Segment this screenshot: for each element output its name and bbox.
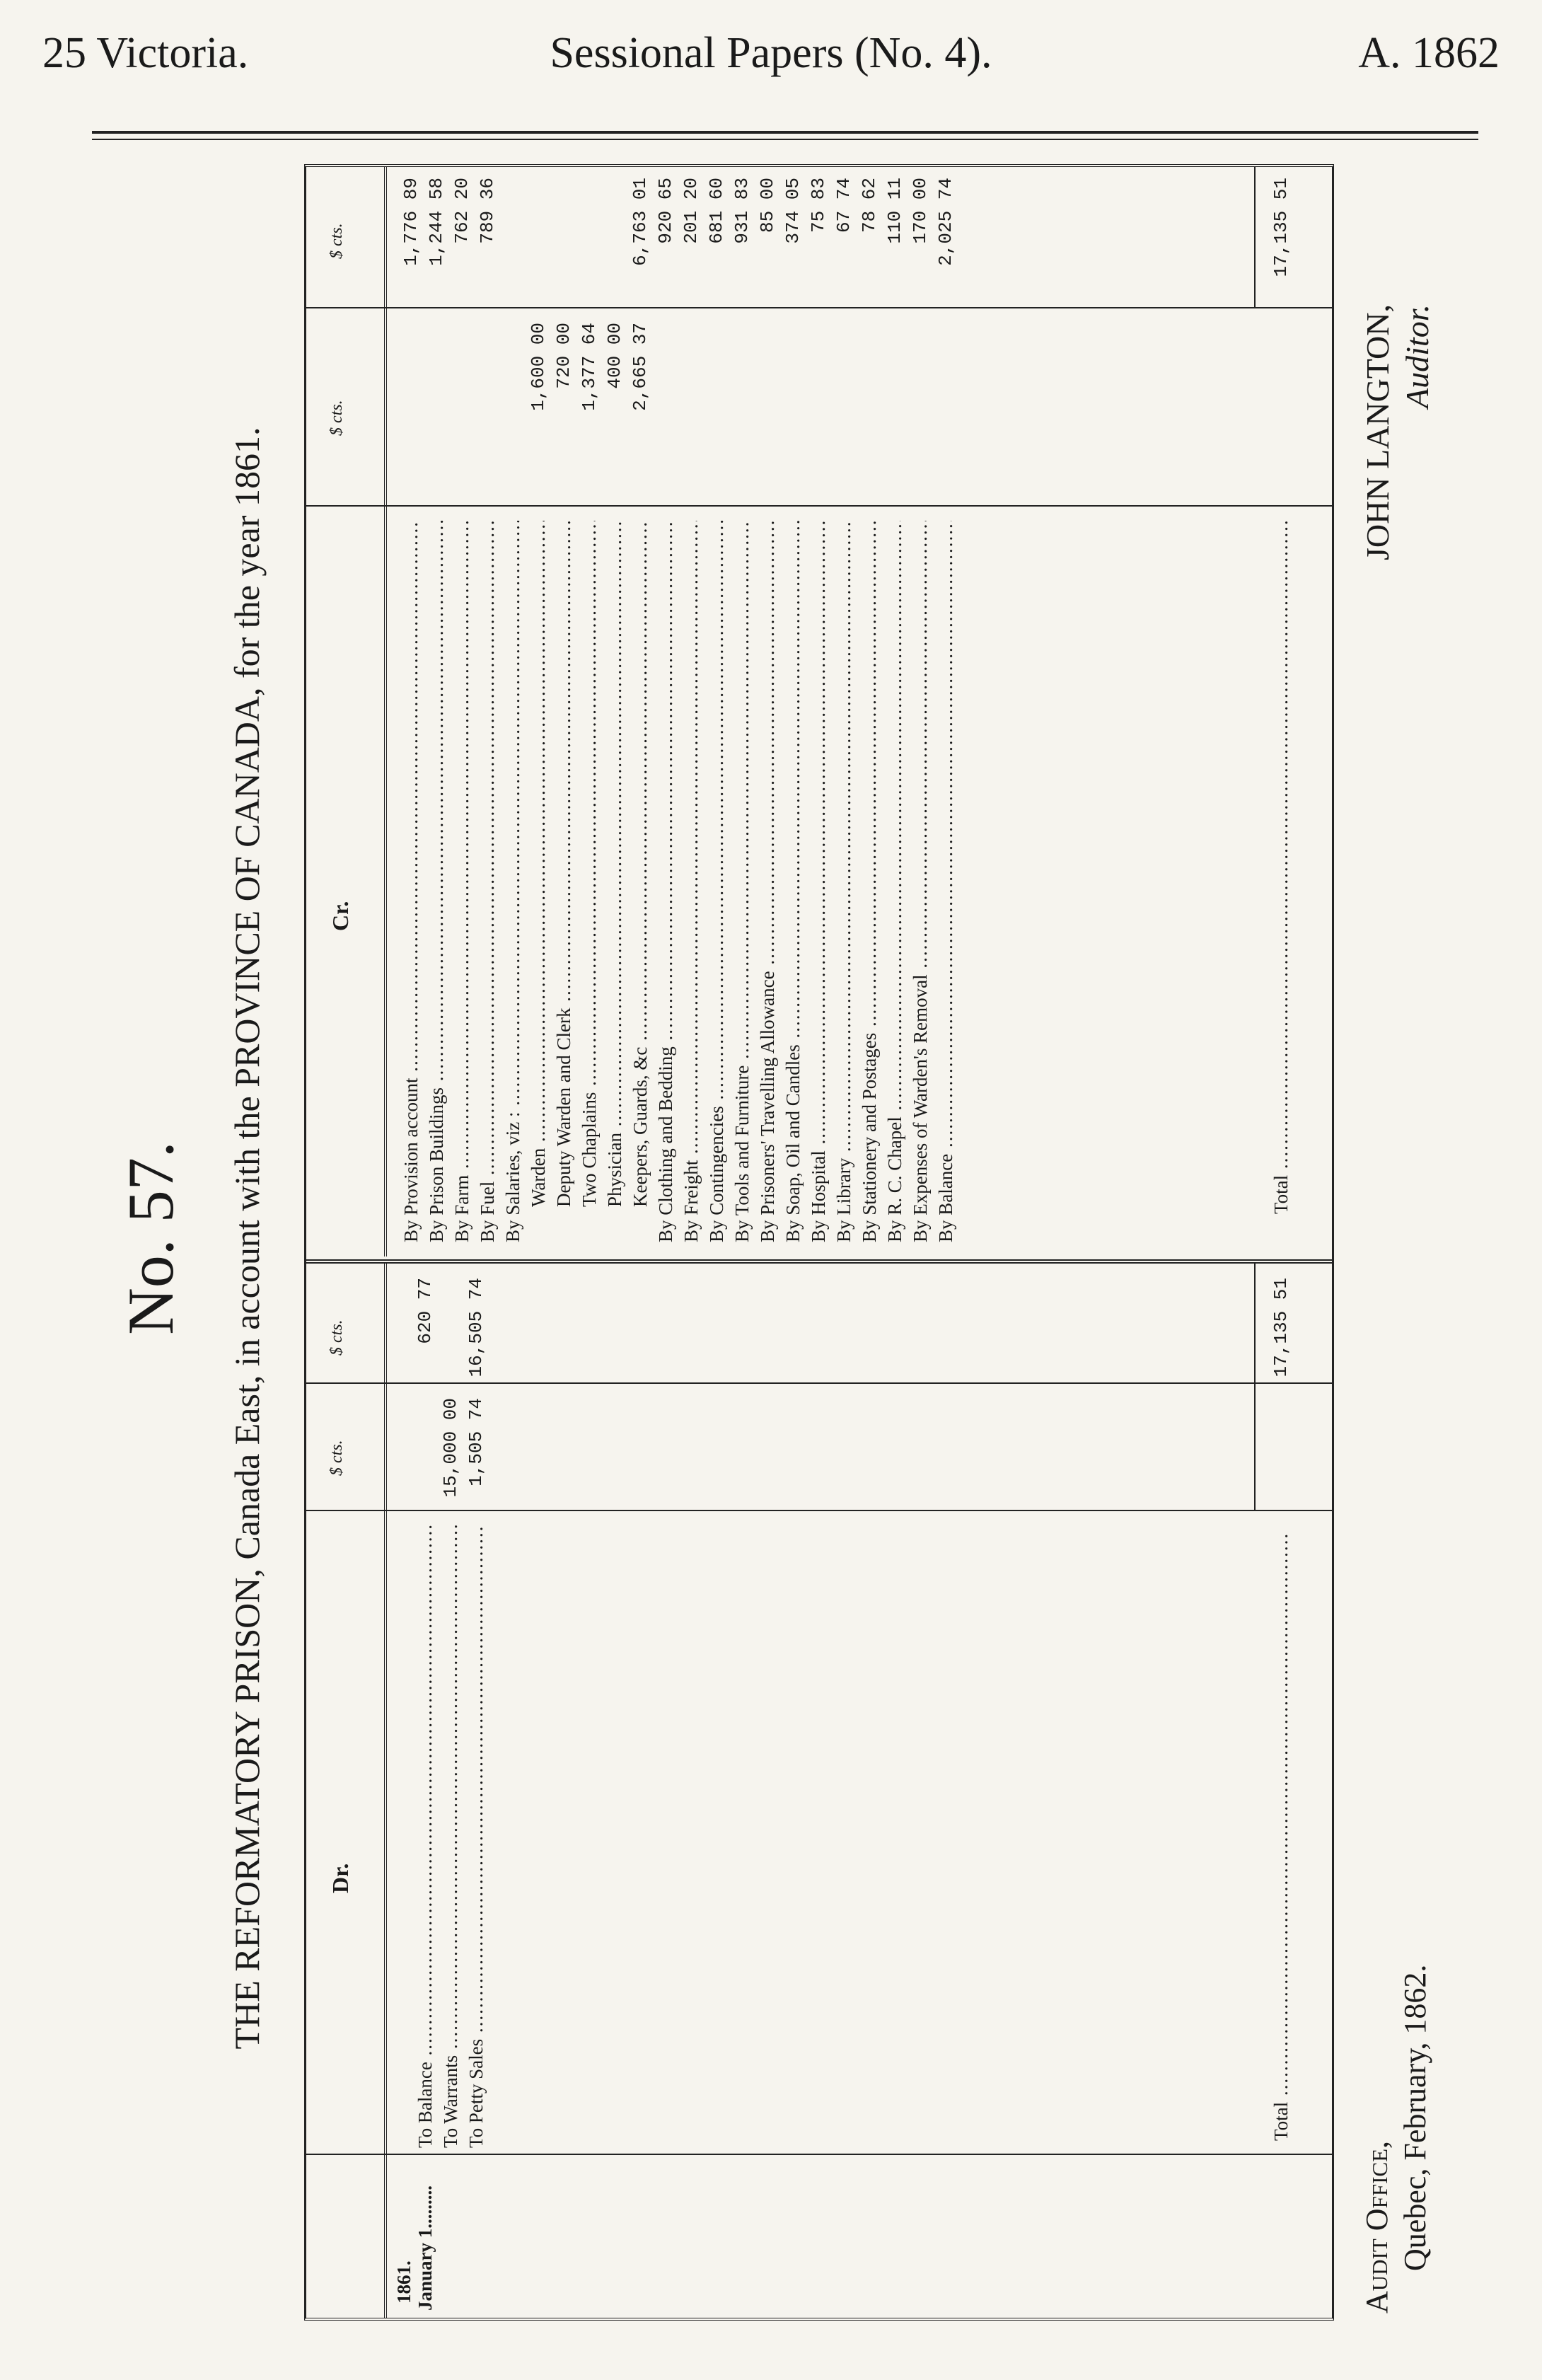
credit-side <box>306 167 1332 1257</box>
credit-item-label: Deputy Warden and Clerk ..... <box>551 521 576 1207</box>
credit-item-outer-amount: 931 83 <box>731 178 753 244</box>
credit-item-inner-amount <box>424 323 449 507</box>
header-papers: Sessional Papers (No. 4). <box>550 29 992 77</box>
credit-item-inner-amount: 1,377 64 <box>579 323 600 411</box>
credit-item-label: By Stationery and Postages ..... <box>857 521 882 1242</box>
debit-item-label: To Petty Sales ..... <box>463 1525 489 2148</box>
debit-item-inner-amount: 15,000 00 <box>440 1398 461 1498</box>
credit-total: 17,135 51 <box>1270 178 1292 277</box>
credit-heading: Cr. <box>327 901 353 931</box>
credit-item-inner-amount <box>857 323 882 507</box>
credit-item-outer-amount <box>526 178 551 308</box>
debit-item-outer-amount: 16,505 74 <box>465 1278 487 1377</box>
credit-item-label: By Salaries, viz : ..... <box>500 521 526 1242</box>
credit-item-label: By Hospital ..... <box>806 521 831 1242</box>
credit-item-inner-amount <box>933 323 958 507</box>
credit-item-outer-amount <box>551 178 576 308</box>
debit-item-outer-amount <box>438 1278 463 1384</box>
credit-item-label: By Fuel ..... <box>475 521 500 1242</box>
credit-item-outer-amount <box>602 178 627 308</box>
credit-item-outer-amount: 374 05 <box>782 178 804 244</box>
credit-item-outer-amount: 1,244 58 <box>426 178 447 266</box>
credit-item-label: By Balance ..... <box>933 521 958 1242</box>
credit-item-outer-amount: 67 74 <box>833 178 854 233</box>
debit-total-label: Total ..... <box>1268 1532 1294 2141</box>
credit-item-label: Warden ..... <box>526 521 551 1207</box>
debit-total: 17,135 51 <box>1270 1278 1292 1377</box>
debit-year: 1861. <box>393 2260 415 2304</box>
credit-item-inner-amount <box>780 323 806 507</box>
credit-total-label: Total ..... <box>1268 521 1294 1214</box>
credit-item-inner-amount <box>882 323 908 507</box>
credit-item-inner-amount <box>831 323 857 507</box>
credit-item-outer-amount: 1,776 89 <box>400 178 422 266</box>
credit-item-inner-amount: 720 00 <box>553 323 574 389</box>
debit-item-label: To Balance ..... <box>412 1525 438 2148</box>
credit-item-inner-amount <box>729 323 755 507</box>
ledger-table <box>304 164 1334 2321</box>
credit-item-label: Keepers, Guards, &c ..... <box>627 521 653 1207</box>
debit-outer-unit: $ cts. <box>327 1319 346 1356</box>
credit-item-outer-amount: 85 00 <box>757 178 778 233</box>
credit-item-outer-amount: 2,025 74 <box>935 178 956 266</box>
credit-item-inner-amount <box>755 323 780 507</box>
credit-item-outer-amount: 920 65 <box>655 178 676 244</box>
credit-item-label: By Contingencies ..... <box>704 521 729 1242</box>
credit-item-outer-amount <box>500 178 526 308</box>
header-rule-top <box>92 131 1478 134</box>
auditor-signature <box>1358 304 1437 560</box>
credit-outer-unit: $ cts. <box>327 223 346 259</box>
credit-item-outer-amount: 201 20 <box>680 178 702 244</box>
credit-item-inner-amount: 1,600 00 <box>528 323 549 411</box>
credit-item-label: By Provision account ..... <box>398 521 424 1242</box>
credit-item-label: By Clothing and Bedding ..... <box>653 521 678 1242</box>
debit-item-inner-amount: 1,505 74 <box>465 1398 487 1486</box>
credit-item-label: By Tools and Furniture ..... <box>729 521 755 1242</box>
auditor-name: JOHN LANGTON, <box>1360 304 1396 561</box>
credit-item-outer-amount: 6,763 01 <box>630 178 651 266</box>
credit-item-label: By Prison Buildings ..... <box>424 521 449 1242</box>
credit-item-outer-amount: 75 83 <box>808 178 829 233</box>
credit-item-inner-amount <box>475 323 500 507</box>
credit-item-outer-amount <box>576 178 602 308</box>
credit-item-outer-amount: 681 60 <box>706 178 727 244</box>
header-rule-bottom <box>92 139 1478 140</box>
debit-heading: Dr. <box>327 1863 353 1893</box>
credit-item-outer-amount: 789 36 <box>477 178 498 244</box>
credit-item-inner-amount <box>806 323 831 507</box>
credit-item-outer-amount: 762 20 <box>451 178 473 244</box>
debit-item-label: To Warrants ..... <box>438 1525 463 2148</box>
audit-office-date: Quebec, February, 1862. <box>1398 1964 1432 2271</box>
credit-item-label: By Soap, Oil and Candles ..... <box>780 521 806 1242</box>
debit-side <box>306 1259 1332 2318</box>
debit-item-inner-amount <box>412 1398 438 1511</box>
debit-inner-unit: $ cts. <box>327 1440 346 1476</box>
audit-office <box>1358 1965 1434 2313</box>
credit-item-inner-amount <box>678 323 704 507</box>
audit-office-label: Audit Office, <box>1360 2140 1394 2313</box>
credit-item-outer-amount: 110 11 <box>884 178 905 244</box>
credit-inner-unit: $ cts. <box>327 400 346 436</box>
credit-item-inner-amount <box>908 323 933 507</box>
credit-item-inner-amount <box>449 323 475 507</box>
credit-item-label: By Freight ..... <box>678 521 704 1242</box>
credit-item-inner-amount <box>653 323 678 507</box>
credit-item-outer-amount: 78 62 <box>859 178 880 233</box>
credit-item-inner-amount <box>500 323 526 507</box>
credit-item-label: By Library ..... <box>831 521 857 1242</box>
credit-item-inner-amount: 400 00 <box>604 323 625 389</box>
auditor-title: Auditor. <box>1399 304 1435 408</box>
header-session: 25 Victoria. <box>42 29 249 77</box>
document-number: No. 57. <box>115 1141 187 1335</box>
credit-item-inner-amount: 2,665 37 <box>630 323 651 411</box>
credit-item-label: Physician ..... <box>602 521 627 1207</box>
header-year: A. 1862 <box>1358 29 1500 77</box>
credit-item-label: By Prisoners' Travelling Allowance ..... <box>755 521 780 1242</box>
credit-item-label: By Farm ..... <box>449 521 475 1242</box>
debit-item-outer-amount: 620 77 <box>415 1278 436 1344</box>
credit-item-label: By R. C. Chapel ..... <box>882 521 908 1242</box>
credit-item-outer-amount: 170 00 <box>910 178 931 244</box>
credit-item-inner-amount <box>398 323 424 507</box>
account-title: THE REFORMATORY PRISON, Canada East, in account with the PROVINCE OF CANADA, for the year 1861. <box>227 427 267 2050</box>
credit-item-label: Two Chaplains ..... <box>576 521 602 1207</box>
debit-date: January 1......... <box>415 2185 436 2311</box>
rotated-account-page <box>99 141 1485 2335</box>
credit-item-label: By Expenses of Warden's Removal ..... <box>908 521 933 1242</box>
credit-item-inner-amount <box>704 323 729 507</box>
